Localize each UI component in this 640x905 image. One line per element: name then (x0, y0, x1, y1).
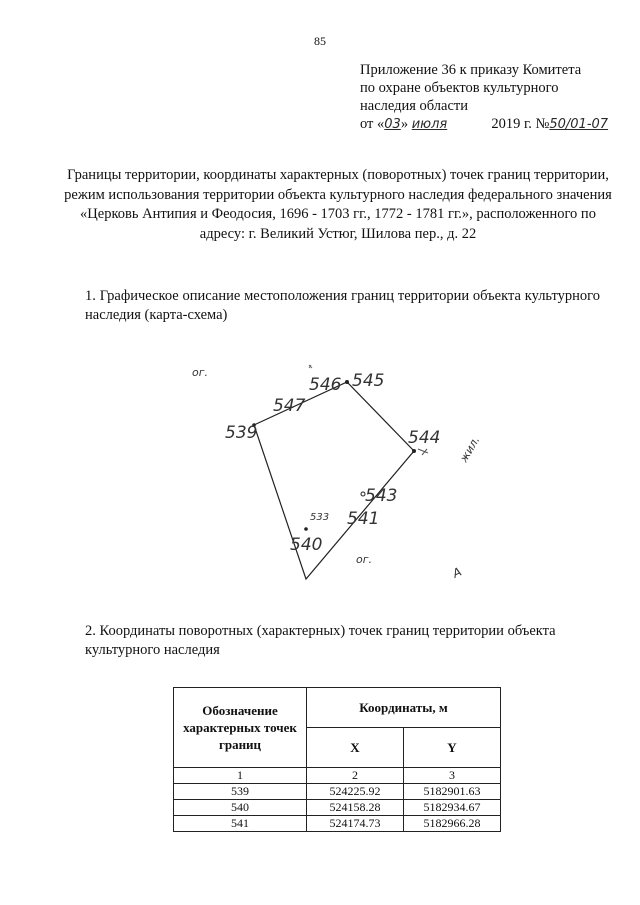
map-label-og-bottom: ог. (356, 553, 373, 566)
point-cell: 541 (174, 816, 307, 832)
x-cell: 524225.92 (307, 784, 404, 800)
map-label-zhil: жил. (457, 434, 483, 465)
date-prefix: от « (360, 116, 385, 132)
vertex-545 (345, 380, 349, 384)
date-mid: » (400, 116, 409, 132)
north-mark-icon (309, 365, 312, 368)
vertex-544 (412, 449, 416, 453)
x-cell: 524158.28 (307, 800, 404, 816)
point-label-543: 543 (365, 486, 398, 506)
column-number: 3 (404, 768, 501, 784)
point-label-547: 547 (273, 396, 306, 416)
y-cell: 5182901.63 (404, 784, 501, 800)
section-1-heading: 1. Графическое описание местоположения границ территории объекта культурного наследия (карта-схема) (85, 288, 600, 323)
column-number: 1 (174, 768, 307, 784)
point-label-546: 546 (309, 375, 342, 395)
date-month: июля (411, 117, 448, 132)
appendix-header (360, 61, 630, 134)
appendix-date-line (360, 115, 630, 134)
table-header-row (174, 688, 501, 728)
x-cell: 524174.73 (307, 816, 404, 832)
map-label-og-top: ог. (192, 366, 209, 379)
boundary-map-scheme (170, 345, 483, 585)
date-day: 03 (384, 117, 401, 132)
date-year: 2019 г. № (491, 116, 550, 132)
map-label-533: 533 (310, 512, 330, 523)
appendix-line-2: по охране объектов культурного (360, 80, 559, 96)
y-cell: 5182966.28 (404, 816, 501, 832)
vertex-540 (304, 527, 308, 531)
point-cell: 539 (174, 784, 307, 800)
order-number: 50/01-07 (549, 117, 609, 132)
appendix-line-3: наследия области (360, 98, 469, 114)
small-mark-icon (418, 449, 428, 455)
document-title: Границы территории, координаты характерных (поворотных) точек границ территории, режим использования территории объекта культурного наследия федерального значения «Церковь Антипия и Феодосия, 1696 - 1703 гг., 1772 - 1781 гг.», расположенного по адресу: г. Великий Устюг, Шилова пер., д. 22 (64, 167, 612, 242)
header-y: Y (404, 728, 501, 768)
table-column-number-row (174, 768, 501, 784)
point-label-539: 539 (225, 423, 258, 443)
point-label-540: 540 (290, 535, 323, 555)
point-label-545: 545 (352, 371, 385, 391)
appendix-line-1: Приложение 36 к приказу Комитета (360, 62, 582, 78)
point-label-541: 541 (347, 509, 380, 529)
column-number: 2 (307, 768, 404, 784)
header-coordinates: Координаты, м (307, 688, 501, 728)
header-point-designation: Обозначение характерных точек границ (174, 688, 307, 768)
page-number: 85 (314, 34, 326, 48)
table-row (174, 816, 501, 832)
table-row (174, 800, 501, 816)
map-label-arrow: А (450, 564, 464, 581)
header-x: X (307, 728, 404, 768)
table-row (174, 784, 501, 800)
coordinates-table (173, 687, 501, 832)
point-label-544: 544 (408, 428, 441, 448)
section-2-heading: 2. Координаты поворотных (характерных) точек границ территории объекта культурного наследия (85, 623, 556, 658)
y-cell: 5182934.67 (404, 800, 501, 816)
point-cell: 540 (174, 800, 307, 816)
